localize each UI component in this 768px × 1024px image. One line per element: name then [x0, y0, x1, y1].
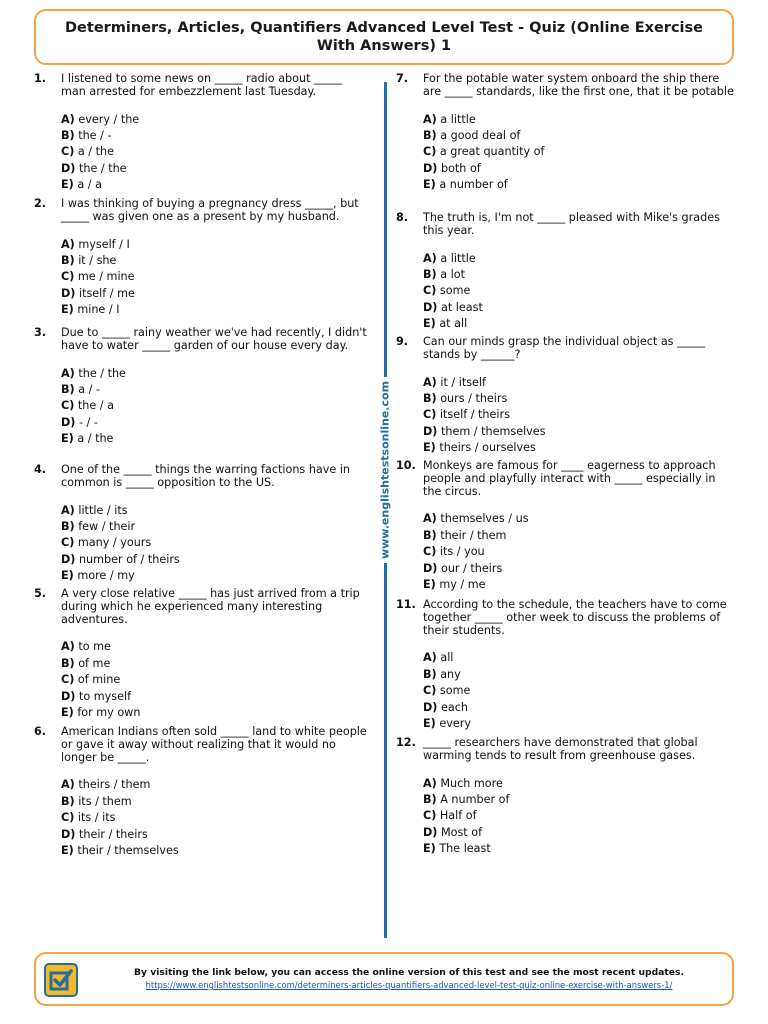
checkbox-icon [44, 963, 78, 997]
option-e[interactable] [423, 316, 736, 332]
option-letter: A) [61, 112, 75, 126]
footer-link[interactable]: https://www.englishtestsonline.com/determiners-articles-quantifiers-advanced-level-test-quiz-online-exercise-with-answers-1/ [145, 980, 673, 990]
option-letter: B) [61, 253, 75, 267]
left-column [34, 73, 369, 859]
question-number: 1. [34, 72, 47, 85]
question-text: According to the schedule, the teachers have to come together _____ other week to discuss the problems of their students. [423, 598, 727, 637]
question-12 [396, 737, 736, 858]
options [423, 650, 736, 732]
option-letter: C) [423, 684, 437, 698]
option-letter: B) [423, 128, 437, 142]
option-letter: B) [61, 794, 75, 808]
option-a[interactable] [61, 112, 369, 128]
option-text: a / - [78, 382, 100, 396]
option-letter: C) [61, 673, 75, 687]
option-letter: A) [61, 237, 75, 251]
option-e[interactable] [61, 177, 369, 193]
option-letter: B) [423, 267, 437, 281]
option-letter: C) [61, 811, 75, 825]
question-3 [34, 327, 369, 464]
option-text: a little [440, 112, 476, 126]
question-number: 8. [396, 211, 409, 224]
option-e[interactable] [61, 431, 369, 447]
question-number: 6. [34, 725, 47, 738]
page-title: Determiners, Articles, Quantifiers Advanced Level Test - Quiz (Online Exercise With Answers) 1 [65, 20, 703, 54]
question-text: American Indians often sold _____ land to white people or gave it away without realizing that it would no longer be _____. [61, 725, 367, 764]
option-text: many / yours [77, 536, 152, 550]
option-b[interactable] [423, 267, 736, 283]
options [61, 639, 369, 721]
question-text: The truth is, I'm not _____ pleased with Mike's grades this year. [423, 211, 720, 237]
question-5 [34, 588, 369, 726]
option-letter: B) [61, 656, 75, 670]
option-e[interactable] [61, 843, 369, 859]
question-text: For the potable water system onboard the ship there are _____ standards, like the first one, that it be potable [423, 72, 734, 98]
option-text: its / them [78, 794, 132, 808]
side-url: www.englishtestsonline.com [379, 377, 392, 563]
option-letter: C) [61, 536, 75, 550]
option-c[interactable] [423, 544, 736, 560]
option-d[interactable] [61, 161, 369, 177]
option-letter: E) [423, 317, 436, 331]
option-letter: A) [423, 375, 437, 389]
option-text: it / itself [440, 375, 486, 389]
option-e[interactable] [61, 705, 369, 721]
question-text: I was thinking of buying a pregnancy dress _____, but _____ was given one as a present by my husband. [61, 197, 359, 223]
option-text: the / a [77, 399, 114, 413]
option-letter: E) [61, 303, 74, 317]
option-letter: A) [423, 112, 437, 126]
option-letter: C) [61, 399, 75, 413]
option-d[interactable] [61, 552, 369, 568]
option-text: ours / theirs [440, 391, 508, 405]
footer-text [96, 967, 722, 991]
question-text: _____ researchers have demonstrated that global warming tends to result from greenhouse gases. [423, 736, 698, 762]
option-a[interactable] [423, 650, 736, 666]
option-text: its / its [77, 811, 116, 825]
option-d[interactable] [61, 827, 369, 843]
option-text: few / their [78, 519, 136, 533]
option-c[interactable] [61, 269, 369, 285]
question-text: Can our minds grasp the individual object as _____ stands by ______? [423, 335, 706, 361]
option-text: every [439, 716, 471, 730]
option-e[interactable] [61, 568, 369, 584]
option-d[interactable] [423, 825, 736, 841]
option-letter: D) [423, 424, 438, 438]
option-text: my / me [439, 577, 486, 591]
option-b[interactable] [61, 253, 369, 269]
option-text: the / the [78, 366, 126, 380]
option-c[interactable] [61, 672, 369, 688]
options [61, 503, 369, 585]
option-a[interactable] [61, 777, 369, 793]
option-letter: E) [423, 716, 436, 730]
option-d[interactable] [423, 424, 736, 440]
option-d[interactable] [423, 300, 736, 316]
options [61, 777, 369, 859]
option-letter: E) [61, 569, 74, 583]
question-text: A very close relative _____ has just arrived from a trip during which he experienced many interesting adventures. [61, 587, 360, 626]
option-letter: C) [61, 270, 75, 284]
option-text: itself / me [78, 286, 135, 300]
option-text: at least [440, 300, 483, 314]
question-2 [34, 198, 369, 327]
option-letter: A) [423, 776, 437, 790]
option-text: a / a [77, 178, 102, 192]
options [61, 366, 369, 448]
option-text: each [440, 700, 468, 714]
option-letter: A) [423, 512, 437, 526]
footer-note: By visiting the link below, you can access the online version of this test and see the most recent updates. [134, 967, 684, 978]
option-c[interactable] [423, 144, 736, 160]
option-d[interactable] [61, 689, 369, 705]
option-text: every / the [78, 112, 140, 126]
option-text: its / you [439, 545, 485, 559]
option-text: a / the [77, 432, 114, 446]
option-e[interactable] [423, 177, 736, 193]
option-c[interactable] [423, 407, 736, 423]
option-a[interactable] [423, 375, 736, 391]
option-text: - / - [78, 415, 98, 429]
option-b[interactable] [61, 794, 369, 810]
title-box [34, 9, 734, 65]
option-letter: E) [61, 705, 74, 719]
option-letter: A) [61, 366, 75, 380]
question-number: 5. [34, 587, 47, 600]
option-c[interactable] [423, 283, 736, 299]
option-text: Half of [439, 809, 477, 823]
options [423, 112, 736, 194]
option-text: all [440, 651, 454, 665]
options [423, 251, 736, 333]
option-text: for my own [77, 705, 141, 719]
option-letter: C) [423, 545, 437, 559]
option-letter: E) [423, 577, 436, 591]
option-e[interactable] [423, 440, 736, 456]
option-d[interactable] [61, 286, 369, 302]
question-number: 4. [34, 463, 47, 476]
option-c[interactable] [423, 808, 736, 824]
option-text: a little [440, 251, 476, 265]
option-a[interactable] [423, 251, 736, 267]
option-letter: D) [423, 300, 438, 314]
question-number: 11. [396, 598, 416, 611]
option-text: some [439, 684, 471, 698]
option-letter: E) [423, 441, 436, 455]
option-a[interactable] [423, 776, 736, 792]
question-number: 12. [396, 736, 416, 749]
option-letter: D) [61, 415, 76, 429]
option-e[interactable] [423, 716, 736, 732]
option-text: some [439, 284, 471, 298]
option-letter: C) [423, 145, 437, 159]
option-text: it / she [78, 253, 117, 267]
question-text: One of the _____ things the warring factions have in common is _____ opposition to the US. [61, 463, 351, 489]
option-d[interactable] [423, 161, 736, 177]
option-text: Most of [440, 825, 483, 839]
option-letter: E) [61, 843, 74, 857]
option-e[interactable] [61, 302, 369, 318]
option-letter: A) [61, 640, 75, 654]
option-c[interactable] [61, 810, 369, 826]
option-b[interactable] [61, 382, 369, 398]
option-text: themselves / us [440, 512, 529, 526]
option-letter: A) [61, 778, 75, 792]
option-d[interactable] [61, 415, 369, 431]
option-text: them / themselves [440, 424, 546, 438]
option-text: theirs / ourselves [439, 441, 536, 455]
option-text: number of / theirs [78, 552, 180, 566]
option-e[interactable] [423, 841, 736, 857]
options [423, 511, 736, 593]
option-letter: D) [423, 161, 438, 175]
option-text: theirs / them [78, 778, 151, 792]
option-text: itself / theirs [439, 408, 510, 422]
option-a[interactable] [61, 639, 369, 655]
option-text: the / the [78, 161, 127, 175]
option-a[interactable] [61, 503, 369, 519]
option-a[interactable] [61, 237, 369, 253]
option-letter: C) [61, 145, 75, 159]
option-text: a number of [439, 178, 508, 192]
option-a[interactable] [61, 366, 369, 382]
option-b[interactable] [423, 391, 736, 407]
option-text: a lot [440, 267, 465, 281]
option-text: a / the [77, 145, 114, 159]
right-column [396, 73, 736, 858]
option-text: more / my [77, 569, 135, 583]
option-letter: B) [423, 792, 437, 806]
option-text: to me [78, 640, 111, 654]
option-c[interactable] [61, 398, 369, 414]
option-letter: D) [61, 161, 76, 175]
option-text: both of [440, 161, 481, 175]
option-letter: D) [61, 552, 76, 566]
option-c[interactable] [61, 144, 369, 160]
option-a[interactable] [423, 112, 736, 128]
question-4 [34, 464, 369, 588]
question-number: 3. [34, 326, 47, 339]
question-10 [396, 460, 736, 599]
option-text: Much more [440, 776, 503, 790]
option-letter: B) [423, 528, 437, 542]
option-letter: C) [423, 284, 437, 298]
option-e[interactable] [423, 577, 736, 593]
question-9 [396, 336, 736, 460]
question-6 [34, 726, 369, 859]
option-c[interactable] [423, 683, 736, 699]
option-b[interactable] [61, 519, 369, 535]
option-text: their / them [440, 528, 507, 542]
option-letter: D) [423, 700, 438, 714]
question-8 [396, 212, 736, 336]
question-1 [34, 73, 369, 198]
option-text: at all [439, 317, 468, 331]
question-7 [396, 73, 736, 212]
options [61, 112, 369, 194]
option-letter: D) [61, 286, 76, 300]
option-b[interactable] [423, 528, 736, 544]
option-text: a good deal of [440, 128, 521, 142]
footer-box [34, 952, 734, 1006]
option-letter: D) [423, 825, 438, 839]
option-text: of mine [77, 673, 121, 687]
option-d[interactable] [423, 561, 736, 577]
option-letter: A) [61, 503, 75, 517]
option-letter: C) [423, 408, 437, 422]
option-letter: E) [61, 432, 74, 446]
option-text: myself / I [78, 237, 130, 251]
option-letter: B) [61, 128, 75, 142]
option-c[interactable] [61, 535, 369, 551]
option-letter: E) [61, 178, 74, 192]
option-text: little / its [78, 503, 128, 517]
option-text: mine / I [77, 303, 120, 317]
option-b[interactable] [423, 128, 736, 144]
question-number: 9. [396, 335, 409, 348]
option-letter: A) [423, 251, 437, 265]
option-letter: B) [423, 391, 437, 405]
option-text: any [440, 667, 461, 681]
option-text: me / mine [77, 270, 135, 284]
option-letter: B) [61, 519, 75, 533]
question-number: 7. [396, 72, 409, 85]
option-letter: E) [423, 178, 436, 192]
option-letter: D) [61, 689, 76, 703]
question-11 [396, 599, 736, 737]
option-letter: E) [423, 842, 436, 856]
option-text: The least [439, 842, 491, 856]
question-text: Monkeys are famous for ____ eagerness to approach people and playfully interact with _____ especially in the circus. [423, 459, 716, 498]
option-text: a great quantity of [439, 145, 545, 159]
option-text: A number of [440, 792, 510, 806]
option-letter: C) [423, 809, 437, 823]
option-text: our / theirs [440, 561, 503, 575]
option-text: of me [78, 656, 111, 670]
option-b[interactable] [423, 792, 736, 808]
option-b[interactable] [423, 667, 736, 683]
question-text: Due to _____ rainy weather we've had recently, I didn't have to water _____ garden of our house every day. [61, 326, 367, 352]
options [61, 237, 369, 319]
option-letter: D) [423, 561, 438, 575]
option-text: their / themselves [77, 843, 179, 857]
option-text: to myself [78, 689, 132, 703]
option-d[interactable] [423, 700, 736, 716]
option-letter: D) [61, 827, 76, 841]
option-a[interactable] [423, 511, 736, 527]
options [423, 776, 736, 858]
question-text: I listened to some news on _____ radio about _____ man arrested for embezzlement last Tuesday. [61, 72, 342, 98]
option-letter: B) [423, 667, 437, 681]
option-b[interactable] [61, 128, 369, 144]
question-number: 10. [396, 459, 416, 472]
options [423, 375, 736, 457]
option-letter: A) [423, 651, 437, 665]
option-letter: B) [61, 382, 75, 396]
option-b[interactable] [61, 656, 369, 672]
option-text: the / - [78, 128, 112, 142]
option-text: their / theirs [78, 827, 148, 841]
question-number: 2. [34, 197, 47, 210]
